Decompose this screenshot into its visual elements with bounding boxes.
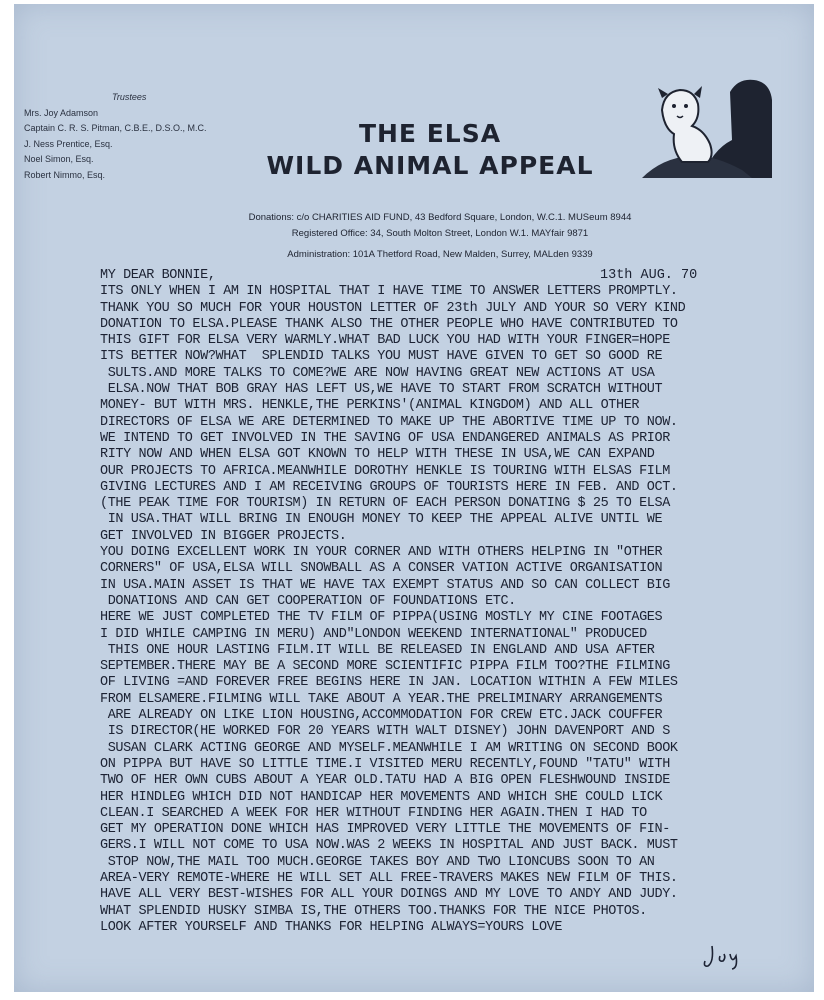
letter-line: DONATION TO ELSA.PLEASE THANK ALSO THE OTHER PEOPLE WHO HAVE CONTRIBUTED TO (100, 316, 678, 332)
title-line-2: WILD ANIMAL APPEAL (266, 151, 594, 180)
title-line-1: THE ELSA (358, 119, 502, 148)
letter-line: WE INTEND TO GET INVOLVED IN THE SAVING OF USA ENDANGERED ANIMALS AS PRIOR (100, 430, 670, 446)
letter-line: GET INVOLVED IN BIGGER PROJECTS. (100, 528, 347, 544)
letter-line: OUR PROJECTS TO AFRICA.MEANWHILE DOROTHY HENKLE IS TOURING WITH ELSAS FILM (100, 463, 670, 479)
trustee-name: J. Ness Prentice, Esq. (24, 138, 113, 149)
letter-line: YOU DOING EXCELLENT WORK IN YOUR CORNER AND WITH OTHERS HELPING IN "OTHER (100, 545, 663, 561)
letter-line: ITS BETTER NOW?WHAT SPLENDID TALKS YOU MUST HAVE GIVEN TO GET SO GOOD RE (100, 349, 663, 365)
salutation: MY DEAR BONNIE, (100, 268, 216, 283)
letter-line: THIS ONE HOUR LASTING FILM.IT WILL BE RELEASED IN ENGLAND AND USA AFTER (100, 642, 655, 658)
letter-lines (100, 284, 800, 936)
letter-line: OF LIVING =AND FOREVER FREE BEGINS HERE IN JAN. LOCATION WITHIN A FEW MILES (100, 675, 678, 691)
administration-address: Administration: 101A Thetford Road, New Malden, Surrey, MALden 9339 (287, 249, 593, 260)
registered-office-address: Registered Office: 34, South Molton Street, London W.1. MAYfair 9871 (291, 228, 589, 239)
letter-line: THIS GIFT FOR ELSA VERY WARMLY.WHAT BAD LUCK YOU HAD WITH YOUR FINGER=HOPE (100, 333, 670, 349)
letter-line: AREA-VERY REMOTE-WHERE HE WILL SET ALL FREE-TRAVERS MAKES NEW FILM OF THIS. (100, 870, 678, 886)
letter-line: WHAT SPLENDID HUSKY SIMBA IS,THE OTHERS TOO.THANKS FOR THE NICE PHOTOS. (100, 903, 647, 919)
letter-line: CORNERS" OF USA,ELSA WILL SNOWBALL AS A CONSER VATION ACTIVE ORGANISATION (100, 561, 663, 577)
letter-line: ARE ALREADY ON LIKE LION HOUSING,ACCOMMODATION FOR CREW ETC.JACK COUFFER (100, 708, 663, 724)
letter-date: 13th AUG. 70 (600, 268, 698, 283)
signature-icon (700, 940, 760, 970)
trustee-name: Mrs. Joy Adamson (24, 107, 99, 118)
trustee-name: Captain C. R. S. Pitman, C.B.E., D.S.O., M.C. (24, 123, 207, 133)
letter-line: ON PIPPA BUT HAVE SO LITTLE TIME.I VISITED MERU RECENTLY,FOUND "TATU" WITH (100, 756, 670, 772)
trustee-name: Robert Nimmo, Esq. (24, 169, 106, 180)
letter-line: GIVING LECTURES AND I AM RECEIVING GROUPS OF TOURISTS HERE IN FEB. AND OCT. (100, 479, 678, 495)
letter-line: IN USA.MAIN ASSET IS THAT WE HAVE TAX EXEMPT STATUS AND SO CAN COLLECT BIG (100, 577, 670, 593)
trustees-list (24, 90, 244, 183)
letter-line: CLEAN.I SEARCHED A WEEK FOR HER WITHOUT FINDING HER AGAIN.THEN I HAD TO (100, 805, 647, 821)
trustees-heading: Trustees (112, 92, 147, 102)
letter-line: DONATIONS AND CAN GET COOPERATION OF FOUNDATIONS ETC. (100, 593, 516, 609)
letter-line: I DID WHILE CAMPING IN MERU) AND"LONDON WEEKEND INTERNATIONAL" PRODUCED (100, 626, 647, 642)
letter-line: MONEY- BUT WITH MRS. HENKLE,THE PERKINS'(ANIMAL KINGDOM) AND ALL OTHER (100, 398, 640, 414)
letter-line: FROM ELSAMERE.FILMING WILL TAKE ABOUT A YEAR.THE PRELIMINARY ARRANGEMENTS (100, 691, 663, 707)
letter-line: LOOK AFTER YOURSELF AND THANKS FOR HELPING ALWAYS=YOURS LOVE (100, 919, 563, 935)
letter-line: ITS ONLY WHEN I AM IN HOSPITAL THAT I HAVE TIME TO ANSWER LETTERS PROMPTLY. (100, 284, 678, 300)
letter-line: DIRECTORS OF ELSA WE ARE DETERMINED TO MAKE UP THE ABORTIVE TIME UP TO NOW. (100, 414, 678, 430)
appeal-title (240, 118, 620, 182)
letter-line: IS DIRECTOR(HE WORKED FOR 20 YEARS WITH WALT DISNEY) JOHN DAVENPORT AND S (100, 724, 670, 740)
letter-line: HERE WE JUST COMPLETED THE TV FILM OF PIPPA(USING MOSTLY MY CINE FOOTAGES (100, 610, 663, 626)
letter-line: GERS.I WILL NOT COME TO USA NOW.WAS 2 WEEKS IN HOSPITAL AND JUST BACK. MUST (100, 838, 678, 854)
letter-line: THANK YOU SO MUCH FOR YOUR HOUSTON LETTER OF 23th JULY AND YOUR SO VERY KIND (100, 300, 686, 316)
letter-line: TWO OF HER OWN CUBS ABOUT A YEAR OLD.TATU HAD A BIG OPEN FLESHWOUND INSIDE (100, 773, 670, 789)
letter-line: GET MY OPERATION DONE WHICH HAS IMPROVED VERY LITTLE THE MOVEMENTS OF FIN- (100, 822, 670, 838)
letter-line: HER HINDLEG WHICH DID NOT HANDICAP HER MOVEMENTS AND WHICH SHE COULD LICK (100, 789, 663, 805)
letter-line: SULTS.AND MORE TALKS TO COME?WE ARE NOW HAVING GREAT NEW ACTIONS AT USA (100, 365, 655, 381)
letter-line: RITY NOW AND WHEN ELSA GOT KNOWN TO HELP WITH THESE IN USA,WE CAN EXPAND (100, 447, 655, 463)
lioness-on-rock-icon (642, 70, 772, 178)
letter-line: ELSA.NOW THAT BOB GRAY HAS LEFT US,WE HAVE TO START FROM SCRATCH WITHOUT (100, 382, 663, 398)
donations-address: Donations: c/o CHARITIES AID FUND, 43 Bedford Square, London, W.C.1. MUSeum 8944 (248, 212, 632, 223)
letter-line: (THE PEAK TIME FOR TOURISM) IN RETURN OF EACH PERSON DONATING $ 25 TO ELSA (100, 496, 670, 512)
letter-line: HAVE ALL VERY BEST-WISHES FOR ALL YOUR DOINGS AND MY LOVE TO ANDY AND JUDY. (100, 887, 678, 903)
letter-body (100, 268, 800, 936)
letter-line: SEPTEMBER.THERE MAY BE A SECOND MORE SCIENTIFIC PIPPA FILM TOO?THE FILMING (100, 659, 670, 675)
letter-line: IN USA.THAT WILL BRING IN ENOUGH MONEY TO KEEP THE APPEAL ALIVE UNTIL WE (100, 512, 663, 528)
trustee-name: Noel Simon, Esq. (24, 154, 94, 164)
letter-line: STOP NOW,THE MAIL TOO MUCH.GEORGE TAKES BOY AND TWO LIONCUBS SOON TO AN (100, 854, 655, 870)
letter-line: SUSAN CLARK ACTING GEORGE AND MYSELF.MEANWHILE I AM WRITING ON SECOND BOOK (100, 740, 678, 756)
